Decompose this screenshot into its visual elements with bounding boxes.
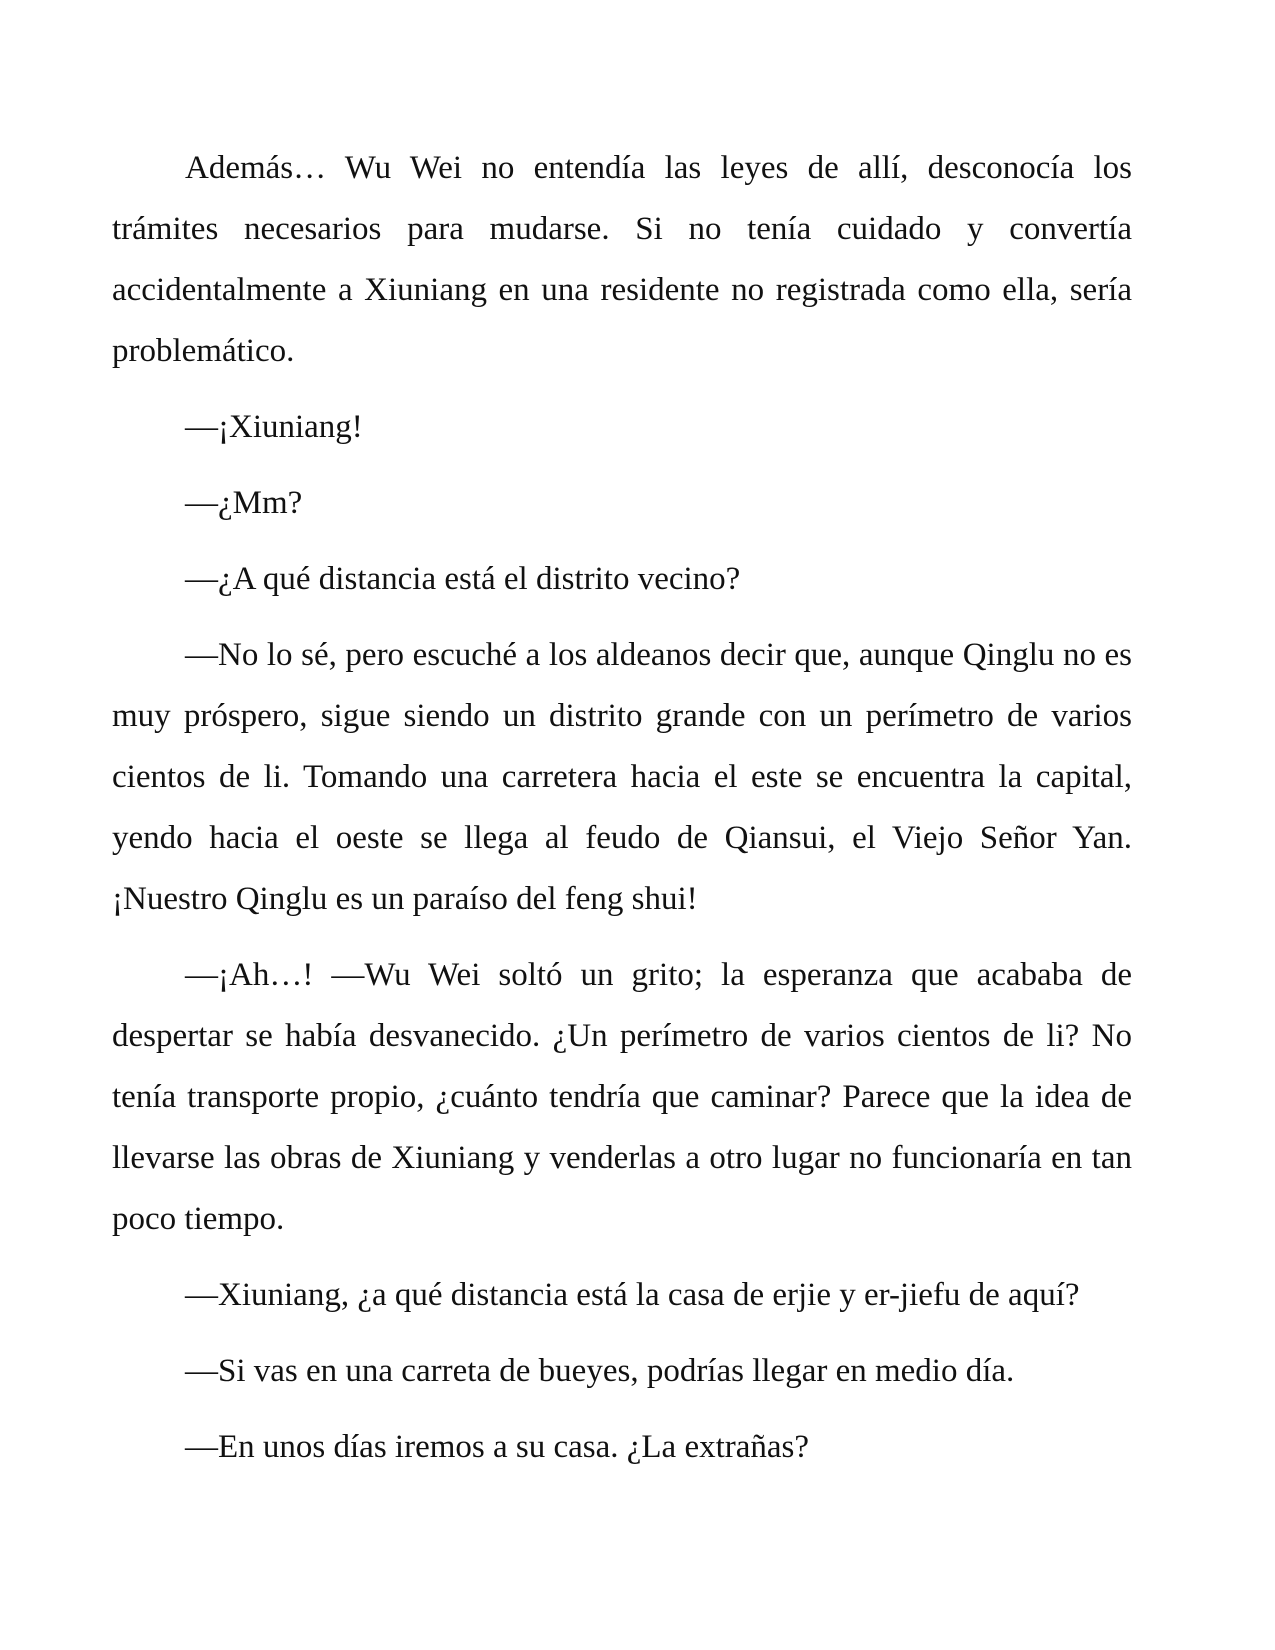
dialogue-line: —¿A qué distancia está el distrito vecino?: [185, 561, 741, 597]
dialogue-line: —¡Xiuniang!: [185, 409, 363, 445]
dialogue-line: —Si vas en una carreta de bueyes, podrías llegar en medio día.: [185, 1353, 1015, 1389]
dialogue-line: —¡Ah…! —Wu Wei soltó un grito; la esperanza que acababa de despertar se había desvanecido. ¿Un perímetro de varios cientos de li? No tenía transporte propio, ¿cuánto tendría que caminar? Parece que la idea de llevarse las obras de Xiuniang y venderlas a otro lugar no funcionaría en tan poco tiempo.: [112, 957, 1132, 1237]
dialogue-line: —En unos días iremos a su casa. ¿La extrañas?: [185, 1429, 810, 1465]
document-page: [112, 138, 1132, 1493]
dialogue-line: —¿Mm?: [185, 485, 303, 521]
dialogue-line: —Xiuniang, ¿a qué distancia está la casa de erjie y er-jiefu de aquí?: [185, 1277, 1080, 1313]
dialogue-line: —No lo sé, pero escuché a los aldeanos decir que, aunque Qinglu no es muy próspero, sigue siendo un distrito grande con un perímetro de varios cientos de li. Tomando una carretera hacia el este se encuentra la capital, yendo hacia el oeste se llega al feudo de Qiansui, el Viejo Señor Yan. ¡Nuestro Qinglu es un paraíso del feng shui!: [112, 637, 1132, 917]
paragraph: Además… Wu Wei no entendía las leyes de allí, desconocía los trámites necesarios para mudarse. Si no tenía cuidado y convertía accidentalmente a Xiuniang en una residente no registrada como ella, sería problemático.: [112, 150, 1132, 369]
